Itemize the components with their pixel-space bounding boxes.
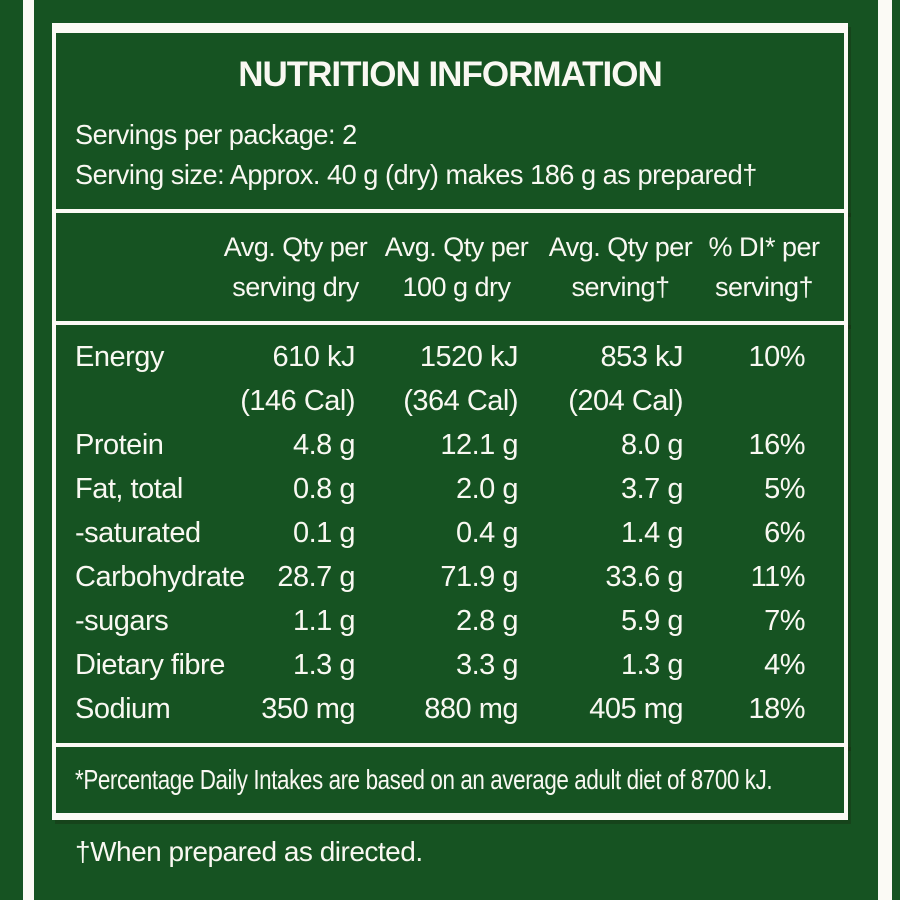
value-100g-dry: (364 Cal): [403, 385, 518, 417]
table-row-energy-calories: [56, 379, 844, 423]
title-serving-section: [52, 23, 848, 213]
column-header-line: Avg. Qty per: [223, 232, 368, 262]
value-100g-dry: 3.3 g: [456, 649, 518, 681]
nutrient-label: Energy: [75, 341, 164, 373]
value-di-percent: 5%: [764, 473, 805, 505]
table-row-sugars: [56, 599, 844, 643]
value-di-percent: 7%: [764, 605, 805, 637]
value-serving-prepared: 8.0 g: [621, 429, 683, 461]
servings-per-package-text: Servings per package: 2: [75, 119, 357, 150]
value-serving-prepared: 33.6 g: [605, 561, 683, 593]
value-serving-dry: 1.3 g: [293, 649, 355, 681]
value-100g-dry: 1520 kJ: [419, 341, 518, 373]
nutrient-label: Fat, total: [75, 473, 183, 505]
nutrient-label: -saturated: [75, 517, 201, 549]
value-di-percent: 16%: [748, 429, 805, 461]
value-serving-prepared: (204 Cal): [568, 385, 683, 417]
value-serving-prepared: 5.9 g: [621, 605, 683, 637]
value-serving-dry: 350 mg: [261, 693, 355, 725]
value-100g-dry: 71.9 g: [440, 561, 518, 593]
value-di-percent: 11%: [750, 561, 805, 593]
value-serving-dry: 28.7 g: [277, 561, 355, 593]
table-row-sodium: [56, 687, 844, 731]
column-header-line: serving†: [714, 272, 814, 302]
di-footnote-text: *Percentage Daily Intakes are based on an average adult diet of 8700 kJ.: [75, 764, 773, 795]
table-row-energy: [56, 335, 844, 379]
value-di-percent: 4%: [764, 649, 805, 681]
value-serving-dry: (146 Cal): [240, 385, 355, 417]
di-footnote-section: [52, 743, 848, 820]
panel-title: NUTRITION INFORMATION: [238, 55, 662, 94]
column-header-100g-dry: [375, 227, 538, 307]
serving-size-text: Serving size: Approx. 40 g (dry) makes 186 g as prepared†: [75, 159, 757, 190]
table-row-dietary-fibre: [56, 643, 844, 687]
column-header-line: serving†: [571, 272, 670, 302]
outer-frame-left-bar: [23, 0, 34, 900]
value-di-percent: 6%: [764, 517, 805, 549]
column-header-line: 100 g dry: [402, 272, 511, 302]
serving-size: [56, 155, 844, 195]
value-serving-dry: 1.1 g: [293, 605, 355, 637]
value-100g-dry: 0.4 g: [456, 517, 518, 549]
value-serving-prepared: 405 mg: [589, 693, 683, 725]
value-serving-prepared: 853 kJ: [600, 341, 683, 373]
column-header-line: serving dry: [232, 272, 359, 302]
value-100g-dry: 880 mg: [424, 693, 518, 725]
column-header-line: Avg. Qty per: [548, 232, 693, 262]
prepared-footnote: †When prepared as directed.: [75, 836, 423, 867]
value-di-percent: 18%: [748, 693, 805, 725]
nutrient-label: Sodium: [75, 693, 171, 725]
column-header-line: % DI* per: [708, 232, 820, 262]
column-header-line: Avg. Qty per: [384, 232, 529, 262]
value-serving-dry: 0.8 g: [293, 473, 355, 505]
nutrient-label: Dietary fibre: [75, 649, 225, 681]
column-header-di-percent: [703, 227, 825, 307]
value-serving-prepared: 1.3 g: [621, 649, 683, 681]
nutrition-info-stack: [52, 23, 848, 820]
nutrient-label: -sugars: [75, 605, 169, 637]
value-serving-prepared: 3.7 g: [621, 473, 683, 505]
value-serving-dry: 610 kJ: [272, 341, 355, 373]
outer-frame-right-bar: [878, 0, 892, 900]
nutrient-label: Carbohydrate: [75, 561, 245, 593]
column-header-serving-prepared: [538, 227, 703, 307]
column-header-row: [56, 227, 844, 307]
nutrient-rows-section: [52, 321, 848, 747]
column-header-serving-dry: [216, 227, 375, 307]
value-serving-dry: 4.8 g: [293, 429, 355, 461]
di-footnote: [75, 761, 844, 799]
value-100g-dry: 12.1 g: [440, 429, 518, 461]
column-header-spacer: [56, 227, 216, 307]
value-di-percent: 10%: [748, 341, 805, 373]
value-100g-dry: 2.8 g: [456, 605, 518, 637]
value-serving-dry: 0.1 g: [293, 517, 355, 549]
nutrient-label: Protein: [75, 429, 164, 461]
table-row-carbohydrate: [56, 555, 844, 599]
value-100g-dry: 2.0 g: [456, 473, 518, 505]
table-row-saturated: [56, 511, 844, 555]
value-serving-prepared: 1.4 g: [621, 517, 683, 549]
value-di-percent-empty: [703, 379, 825, 423]
servings-per-package: [56, 115, 844, 155]
table-row-protein: [56, 423, 844, 467]
column-header-section: [52, 209, 848, 325]
table-row-fat-total: [56, 467, 844, 511]
nutrient-label-empty: [56, 379, 216, 423]
